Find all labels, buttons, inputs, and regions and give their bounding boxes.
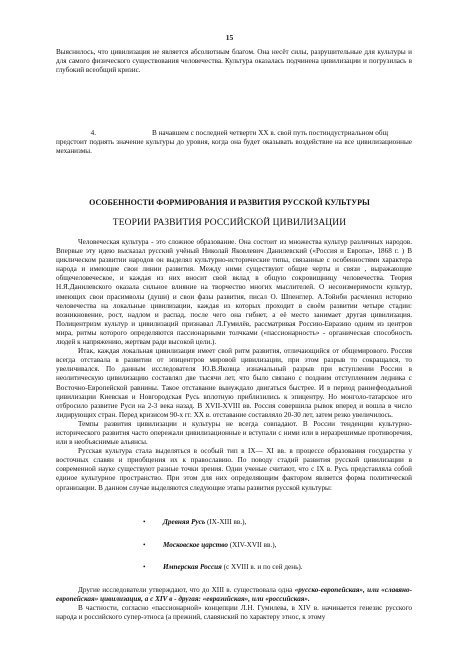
bullet-item (143, 541, 276, 550)
page-number: 15 (225, 33, 234, 42)
bullet-item (143, 518, 246, 527)
paragraph: Русская культура стала выделяться в особый тип в IX— XI вв. в процессе образования государства у восточных славян и приобщения их к православию. По поводу стадий развития русской цивилизации в современной науке существуют разные точки зрения. Одни ученые считают, что с IX в. Русь представляла собой единое культурное пространство. При этом для них определяющим фактором является форма политической организации. В данном случае выделяются следующие этапы развития русской культуры: (56, 447, 412, 492)
bullet-period: (IX-XIII вв.), (206, 518, 247, 526)
bullet-name: Имперская Россия (163, 563, 222, 571)
bullet-period: (XIV-XVII вв.), (229, 541, 277, 549)
bullet-name: Московское царство (163, 541, 228, 549)
list-item-4-first-line (56, 129, 428, 138)
bullet-item (143, 563, 303, 572)
bullet-icon: • (143, 518, 146, 526)
closing-emphasis: «русско-европейская», или «славяно-европейская» цивилизация, а с XIV в - другая: «евразийская», или «российская». (56, 586, 412, 604)
list-item-number: 4. (90, 129, 96, 137)
closing-block (56, 586, 412, 622)
paragraph: Итак, каждая локальная цивилизация имеет свой ритм развития, отличающийся от общемирового. Россия всегда отставала в развитии от эпицентров мировой цивилизации, при этом разрыв то сокращался, то увеличивался. По данным исследователя Ю.В.Яковца изначальный разрыв при вступлении России в неолитическую цивилизацию составлял две тысячи лет, что было связано с поздним отступлением ледника с Восточно-Европейской равнины. Такое отставание вынуждало двигаться быстрее. И в период раннефеодальной цивилизации Киевская и Новгородская Русь вплотную приблизились к эпицентру. Но монголо-татарское иго отбросило развитие Руси на 2-3 века назад. В XVII-XVIII вв. Россия совершила рывок вперед и вошла в число лидирующих стран. Перед кризисом 90-х гг. XX в. отставание составляло 20-30 лет, затем резко увеличилось. (56, 347, 412, 419)
list-item-continuation-text: предстоит поднять значение культуры до уровня, когда она будет оказывать воздействие на все цивилизационные механизмы. (56, 138, 412, 156)
closing-text: Другие исследователи утверждают, что до XIII в. существовала одна (78, 586, 295, 594)
body-text (56, 238, 412, 493)
paragraph: Человеческая культура - это сложное образование. Она состоит из множества культур различных народов. Впервые эту идею высказал русский учёный Николай Яковлевич Данилевский («Россия и Европа», 1868 г. ) В циклическом развитии народов он выделял культурно-исторические типы, связанные с особенностями характера народа и имеющие свои линии развития. Между ними существуют общие черты и связи , выражающие общечеловеческое, и каждая из них вносит свой вклад в общую сокровищницу человечества. Теория Н.Я.Данилевского оказала сильное влияние на творчество многих мыслителей. О несоизмеримости культур, имеющих свои прасимволы (души) и свои фазы развития, писал О. Шпенглер. А.Тойнби расчленил историю человечества на локальные цивилизации, каждая из которых проходит в своём развитии четыре стадии: возникновение, рост, надлом и распад, после чего она гибнет, а её место занимает другая цивилизация. Полицентризм культур и цивилизаций признавал Л.Гумилёв, рассматривая Россию-Евразию одним из центров мира, ритмы которого определяются пассионарными толчками («пассионарность» - органическая способность людей к напряжению, жертвам ради высокой цели.). (56, 238, 412, 347)
list-item-4-continuation (56, 138, 412, 156)
intro-paragraph: Выяснилось, что цивилизация не является абсолютным благом. Она несёт силы, разрушительные для культуры и для самого физического существования человечества. Культура оказалась подчинена цивилизации и погрузилась в глубокий всеобщий кризис. (56, 48, 412, 75)
bullet-name: Древняя Русь (163, 518, 206, 526)
intro-block (56, 48, 412, 75)
closing-paragraph-2: В частности, согласно «пассионарной» концепции Л.Н. Гумилева, в XIV в. начинается генезис русского народа и российского супер-этноса (а прежний, славянский по характеру этнос, к этому (56, 604, 412, 622)
bullet-icon: • (143, 563, 146, 571)
section-heading: ОСОБЕННОСТИ ФОРМИРОВАНИЯ И РАЗВИТИЯ РУССКОЙ КУЛЬТУРЫ (89, 198, 370, 207)
bullet-period: (с XVIII в. и по сей день). (223, 563, 303, 571)
closing-paragraph (56, 586, 412, 604)
section-subheading: ТЕОРИИ РАЗВИТИЯ РОССИЙСКОЙ ЦИВИЛИЗАЦИИ (112, 218, 347, 228)
paragraph: Темпы развития цивилизации и культуры не всегда совпадают. В России тенденции культурно-исторического развития часто опережали цивилизационные и вступали с ними или в неразрешимые противоречия, или в необъяснимые альянсы. (56, 419, 412, 447)
bullet-icon: • (143, 541, 146, 549)
list-item-text: В начавшем с последней четверти XX в. свой путь постиндустриальном общ (152, 129, 389, 137)
